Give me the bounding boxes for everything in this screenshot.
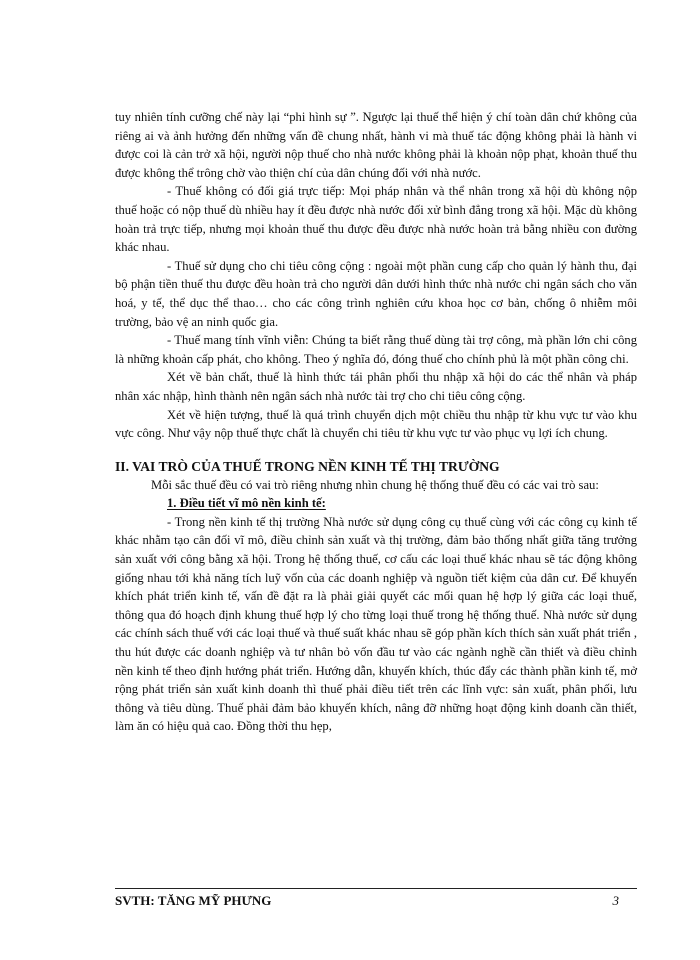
page-number: 3 bbox=[612, 893, 619, 908]
page-footer bbox=[115, 893, 637, 913]
document-body bbox=[115, 108, 637, 736]
paragraph-no-direct-equivalent: - Thuế không có đối giá trực tiếp: Mọi pháp nhân và thể nhân trong xã hội dù không nộp thuế hoặc có nộp thuế dù nhiều hay ít đều được nhà nước đối xử bình đẳng trong xã hội. Mặc dù không hoàn trả trực tiếp, nhưng mọi khoản thuế thu được đều được nhà nước hoàn trả bằng nhiều con đường khác nhau. bbox=[115, 184, 637, 255]
subsection-title: 1. Điều tiết vĩ mô nền kinh tế: bbox=[167, 496, 326, 511]
paragraph-public-spending: - Thuế sử dụng cho chi tiêu công cộng : ngoài một phần cung cấp cho quản lý hành thu, đại bộ phận tiền thuế thu được đều hoàn trả cho người dân dưới hình thức nhà nước chi ngân sách cho văn hoá, y tế, thể dục thể thao… cho các công trình nghiên cứu khoa học cơ bản, chống ô nhiễm môi trường, bảo vệ an ninh quốc gia. bbox=[115, 258, 637, 329]
section-title: II. VAI TRÒ CỦA THUẾ TRONG NỀN KINH TẾ THỊ TRƯỜNG bbox=[115, 458, 500, 474]
paragraph-macro-regulation: - Trong nền kinh tế thị trường Nhà nước sử dụng công cụ thuế cùng với các công cụ kinh tế khác nhằm tạo cân đối vĩ mô, điều chỉnh sản xuất và thị trường, đảm bảo thống nhất giữa tăng trưởng sản xuất với công bằng xã hội. Trong hệ thống thuế, cơ cấu các loại thuế khác nhau sẽ tác động không giống nhau tới khả năng tích luỹ vốn của các doanh nghiệp và nguồn tiết kiệm của dân cư. Để khuyến khích phát triển kinh tế, vấn đề đặt ra là phải giải quyết các mối quan hệ hợp lý giữa các loại thuế, thông qua đó hoạch định khung thuế hợp lý cho từng loại thuế trong hệ thống thuế. Nhà nước sử dụng các chính sách thuế với các loại thuế và thuế suất khác nhau sẽ góp phần kích thích sản xuất phát triển , thu hút được các doanh nghiệp và tư nhân bỏ vốn đầu tư vào các ngành nghề cần thiết và điều chỉnh nền kinh tế theo định hướng phát triển. Hướng dẫn, khuyến khích, thúc đẩy các thành phần kinh tế, mở rộng phát triển sản xuất kinh doanh thì thuế phải điều tiết trên các lĩnh vực: sản xuất, phân phối, lưu thông và tiêu dùng. Thuế phải đảm bảo khuyến khích, nâng đỡ những hoạt động kinh doanh cần thiết, làm ăn có hiệu quả cao. Đồng thời thu hẹp, bbox=[115, 514, 637, 734]
paragraph-nature: Xét về bản chất, thuế là hình thức tái phân phối thu nhập xã hội do các thể nhân và pháp nhân xác nhập, hình thành nên ngân sách nhà nước tài trợ cho chi tiêu công cộng. bbox=[115, 370, 637, 403]
paragraph-roles-intro: Mỗi sắc thuế đều có vai trò riêng nhưng nhìn chung hệ thống thuế đều có các vai trò sau: bbox=[151, 477, 599, 492]
footer-author: SVTH: TĂNG MỸ PHƯNG bbox=[115, 893, 272, 908]
paragraph-permanent: - Thuế mang tính vĩnh viễn: Chúng ta biết rằng thuế dùng tài trợ công, mà phần lớn chi công là những khoản cấp phát, cho không. Theo ý nghĩa đó, đóng thuế cho chính phủ là một phần công chi. bbox=[115, 333, 637, 366]
footer-divider bbox=[115, 888, 637, 889]
paragraph-continuation: tuy nhiên tính cưỡng chế này lại “phi hình sự ”. Ngược lại thuế thể hiện ý chí toàn dân chứ không của riêng ai và ảnh hưởng đến những vấn đề chung nhất, hành vi mà thuế tác động không phải là hành vi được coi là cản trở xã hội, người nộp thuế cho nhà nước không phải là khoản nộp phạt, khoản thuế thu được không thể trông chờ vào thiện chí của dân chúng đối với nhà nước. bbox=[115, 110, 637, 180]
paragraph-phenomenon: Xét về hiện tượng, thuế là quá trình chuyển dịch một chiều thu nhập từ khu vực tư vào khu vực công. Như vậy nộp thuế thực chất là chuyển chi tiêu từ khu vực tư vào phục vụ lợi ích chung. bbox=[115, 407, 637, 441]
